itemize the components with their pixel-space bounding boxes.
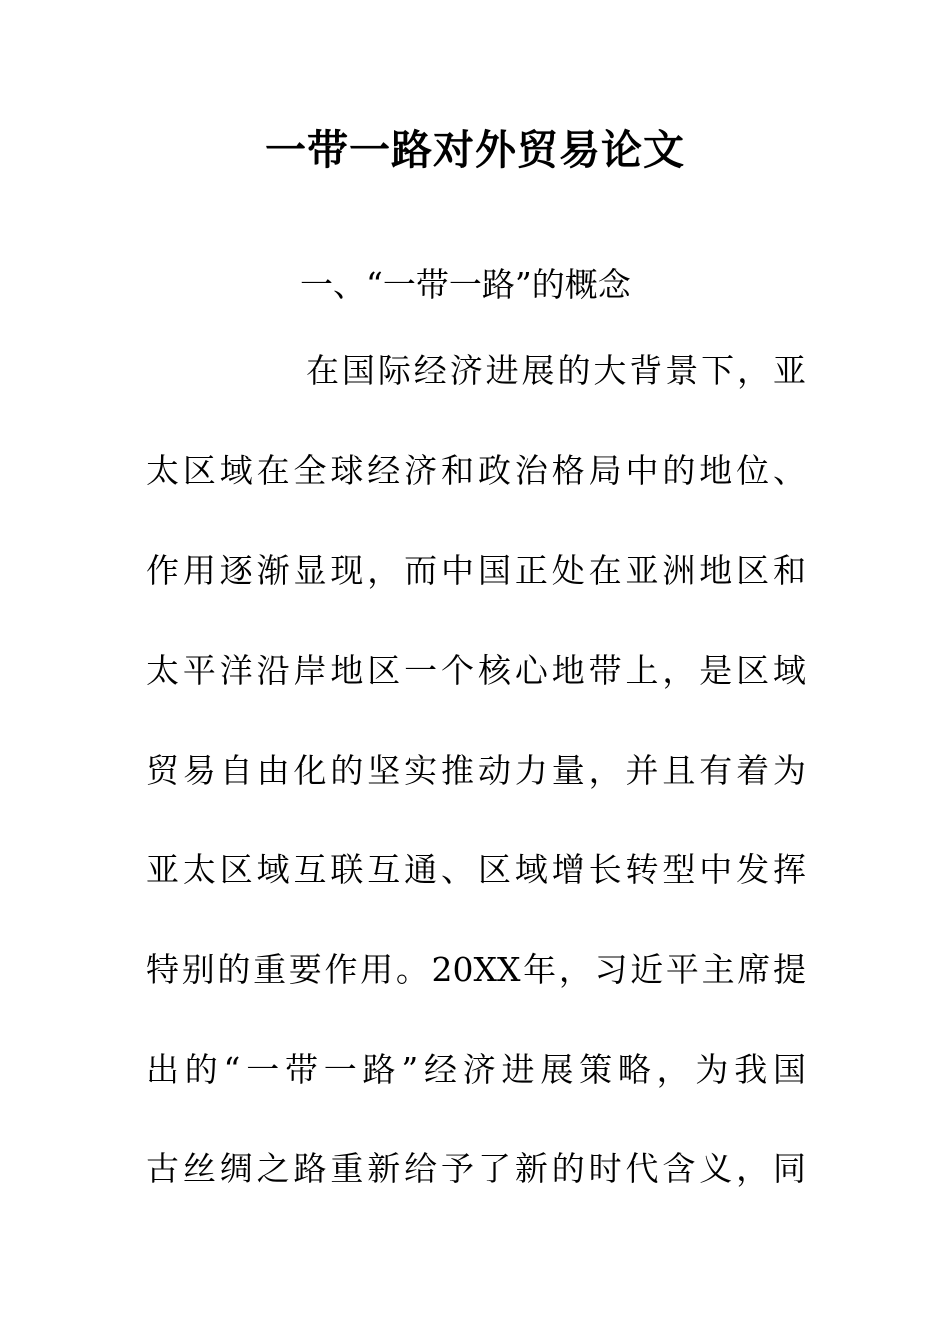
paragraph-line: 作用逐渐显现，而中国正处在亚洲地区和 [146,551,806,590]
paragraph-line: 古丝绸之路重新给予了新的时代含义，同 [146,1149,806,1188]
document-title: 一带一路对外贸易论文 [265,126,685,174]
paragraph-line: 在国际经济进展的大背景下，亚 [306,351,806,390]
paragraph-line: 出的“一带一路”经济进展策略，为我国 [146,1050,806,1089]
paragraph-line: 太区域在全球经济和政治格局中的地位、 [146,451,806,490]
paragraph-line: 太平洋沿岸地区一个核心地带上，是区域 [146,651,806,690]
section-heading: 一、“一带一路”的概念 [300,265,631,304]
paragraph-line: 贸易自由化的坚实推动力量，并且有着为 [146,751,806,790]
paragraph-line: 特别的重要作用。20XX年，习近平主席提 [146,950,806,989]
paragraph-line: 亚太区域互联互通、区域增长转型中发挥 [146,850,806,889]
